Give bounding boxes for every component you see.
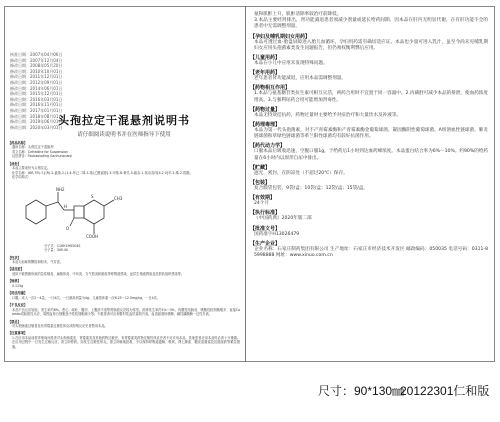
section-text: 3.本品主要经肾排出，肾功能减退患者须减少剂量或延长给药间期。因本品在肝内无明显代谢，在有肝功能不全的患者中无需调整剂量。 [254, 18, 488, 30]
revision-date-line: 修改日期：2018年08月01日 [10, 113, 63, 119]
section-heading: 【禁忌】 [8, 319, 21, 324]
molecular-weight: 分子量：349.40 [44, 248, 68, 253]
ingredients-line: 本品主要成份为头孢拉定。 [12, 166, 51, 171]
section-text: 对头孢菌素过敏者及有青霉素过敏性休克或即刻反应史者禁用本品。 [12, 323, 108, 328]
section-heading: 【规格】 [8, 279, 21, 284]
section-heading: 【用法用量】 [8, 291, 28, 296]
section-text: 氨和肌酐上升，肌酐清除率较治疗前降低。 [254, 12, 342, 17]
chemical-structure [12, 184, 240, 242]
drug-name-line: 汉语拼音：Toubaolading Ganhunxuanji [12, 154, 73, 159]
section-heading: 【包装】 [250, 180, 271, 187]
svg-text:COOH: COOH [86, 233, 99, 239]
section-text: 口服。成人一次2～4袋，一日4次。一日最高剂量为4g。儿童按体重一次6.25～12.5mg/kg，一日4次。 [12, 295, 160, 300]
leaflet-subtitle: 请仔细阅读说明书并在医师指导下使用 [77, 132, 171, 138]
section-heading: 【儿童用药】 [250, 55, 281, 62]
section-text: 24个月 [254, 201, 270, 207]
ingredients-heading: 【成份】 [8, 161, 21, 166]
section-heading: 【贮藏】 [250, 164, 271, 171]
section-heading: 【药物过量】 [250, 106, 281, 113]
fold-divider [245, 6, 246, 362]
svg-text:CH3: CH3 [114, 195, 123, 201]
revision-date-line: 修改日期：2016年11月01日 [10, 102, 63, 108]
revision-date-line: 修改日期：2017年01月01日 [10, 107, 63, 113]
section-heading: 【适应症】 [8, 267, 24, 272]
revision-date-line: 修改日期：2011年12月01日 [10, 74, 63, 80]
revision-date-line: 修改日期：2012年09月01日 [10, 79, 63, 85]
revision-date-line: 修改日期：2014年06月01日 [10, 85, 63, 91]
molecular-formula: 分子式：C16H19N3O4S [44, 243, 81, 248]
size-label: 尺寸：90*130㎜ [318, 384, 405, 398]
ingredients-line: 化学结构式： [12, 175, 32, 180]
section-text: 0.125g [12, 283, 24, 288]
section-text: 国药准字H13026479 [254, 231, 300, 237]
section-heading: 【有效期】 [250, 195, 276, 202]
section-heading: 【批准文号】 [250, 225, 281, 232]
section-heading: 【生产企业】 [250, 240, 281, 247]
revision-date-line: 修改日期：2010年10月01日 [10, 68, 63, 74]
section-heading: 【不良反应】 [8, 303, 28, 308]
section-text: 复合膜袋包装，9袋/盒；10袋/盒；12袋/盒；15袋/盒。 [254, 186, 368, 192]
revision-date-line: 修改日期：2008年05月20日 [10, 63, 63, 69]
section-text: 本品无特效拮抗药，药物过量时主要给予对症治疗和大量饮水及补液等。 [254, 112, 402, 118]
section-text: 口服本品后吸收迅速，空腹口服1g，于给药后1小时到达血药峰浓度。本品蛋白结合率为6%～10%。约90%的给药量在6小时内以原形自尿中排出。 [254, 149, 489, 161]
svg-text:S: S [91, 193, 94, 199]
section-text: 本品不良反应较轻，发生率约6%。恶心、呕吐、腹泻、上腹部不适等胃肠道反应较为常见。药疹发生率约1%～3%，伪膜性结肠炎、嗜酸性粒细胞增多、直接Coombs试验阳性反应、周围血象白细胞及中性粒细胞减少等。少数患者可出现暂时性血尿素氮升高，血清氨基转移酶、碱性磷酸酶一过性升高。 [12, 307, 240, 317]
section-text: 企业名称：石家庄制药集团有限公司 生产地址：石家庄市经济技术开发区 邮政编码：050035 电话号码：0311-85998888 网址：www.xinuo.com.cn [254, 246, 488, 259]
section-heading: 【老年用药】 [250, 70, 281, 77]
section-heading: 【药代动力学】 [250, 143, 286, 150]
revision-date-line: 修改日期：2020年03月01日 [10, 124, 63, 130]
section-text: 适用于敏感菌所致的急性咽炎、扁桃体炎、中耳炎、支气管炎和肺炎等呼吸道感染、泌尿生殖道感染及皮肤软组织感染等。 [12, 271, 185, 276]
section-text: 遮光，密封，在阴凉处（不超过20℃）保存。 [254, 170, 348, 176]
leaflet-title: 头孢拉定干混悬剂说明书 [58, 114, 190, 127]
section-text: 老年患者肾功能减退，应用本品需调整剂量。 [254, 76, 346, 82]
section-text: 本品为第一代头孢菌素，对不产青霉素酶和产青霉素酶金葡萄球菌、凝固酶阴性葡萄球菌、A组溶血性链球菌、肺炎链球菌和草绿色链球菌等革兰阳性球菌均有较好抗菌作用。 [254, 128, 488, 140]
section-heading: 【药理毒理】 [250, 122, 281, 129]
revision-date-line: 核准日期：2007年04月06日 [10, 52, 63, 57]
drug-name-line: 通用名称：头孢拉定干混悬剂 [12, 145, 54, 150]
svg-text:NH2: NH2 [56, 186, 65, 192]
leaflet-right-column [250, 12, 488, 259]
ingredients-line: 化学名称：(6R,7R)-7-[(R)-2-氨基-2-(1,4-环己二烯-1-基)乙酰氨基]-3-甲基-8-氧代-5-硫杂-1-氮杂双环[4.2.0]辛-2-烯-2-羧酸。 [12, 170, 193, 175]
drug-name-line: 英文名称：Cefradine for Suspension [12, 149, 69, 154]
svg-text:H: H [64, 203, 68, 209]
revision-date-line: 修改日期：2007年12月04日 [10, 57, 63, 63]
leaflet-left-column [8, 112, 240, 349]
revision-date-line: 修改日期：2019年06月01日 [10, 119, 63, 125]
section-text: 本品为加味的颗粒和粉末，气芳香。 [12, 259, 63, 264]
section-heading: 【注意事项】 [8, 331, 28, 336]
revision-date-line: 修改日期：2016年03月01日 [10, 96, 63, 102]
section-heading: 【孕妇及哺乳期妇女用药】 [250, 33, 311, 40]
revision-date-line: 修改日期：2015年12月01日 [10, 91, 63, 97]
section-text: 《中国药典》2020年版二部 [254, 216, 312, 222]
drug-name-heading: 【药品名称】 [8, 141, 28, 145]
section-text: 1.本品与氨基糖苷类抗生素可相互灭活，两药合用时不宜置于同一容器中。2.丙磺舒可减少本品的排泄，使血药浓度增高。3.与强利尿药合用可能增加肾毒性。 [254, 91, 488, 103]
section-heading: 【药物相互作用】 [250, 85, 291, 92]
section-heading: 【性状】 [8, 255, 21, 260]
left-sections [8, 256, 240, 350]
section-text: 本品在小儿中应用未发现特殊问题。 [254, 61, 328, 67]
version-label: 20122301仁和版 [400, 384, 490, 398]
structure-diagram [12, 184, 132, 242]
svg-text:O: O [66, 225, 70, 231]
section-text: 本品可透过血-胎盘屏障进入胎儿血循环，孕妇用药需有确切适应证。本品也少量可进入乳汁，虽至今尚未见哺乳期妇女应用头孢菌素类发生问题报告，但仍须权衡利弊后应用。 [254, 39, 488, 51]
section-heading: 【执行标准】 [250, 210, 281, 217]
section-text: 1.在应用本品前需详细询问患者对头孢菌素类、青霉素类及其他药物过敏史，有青霉素类药物过敏性休克史者不可应用本品。其他患者应用本品时必须十分谨慎。在应用过程中一旦发生过敏反应，须立即停药。如发生过敏性休克，需立即就地抢救，予以保持呼吸道通畅、吸氧，肾上腺素、糖皮质激素及抗组胺药等紧急措施。 [12, 335, 240, 349]
